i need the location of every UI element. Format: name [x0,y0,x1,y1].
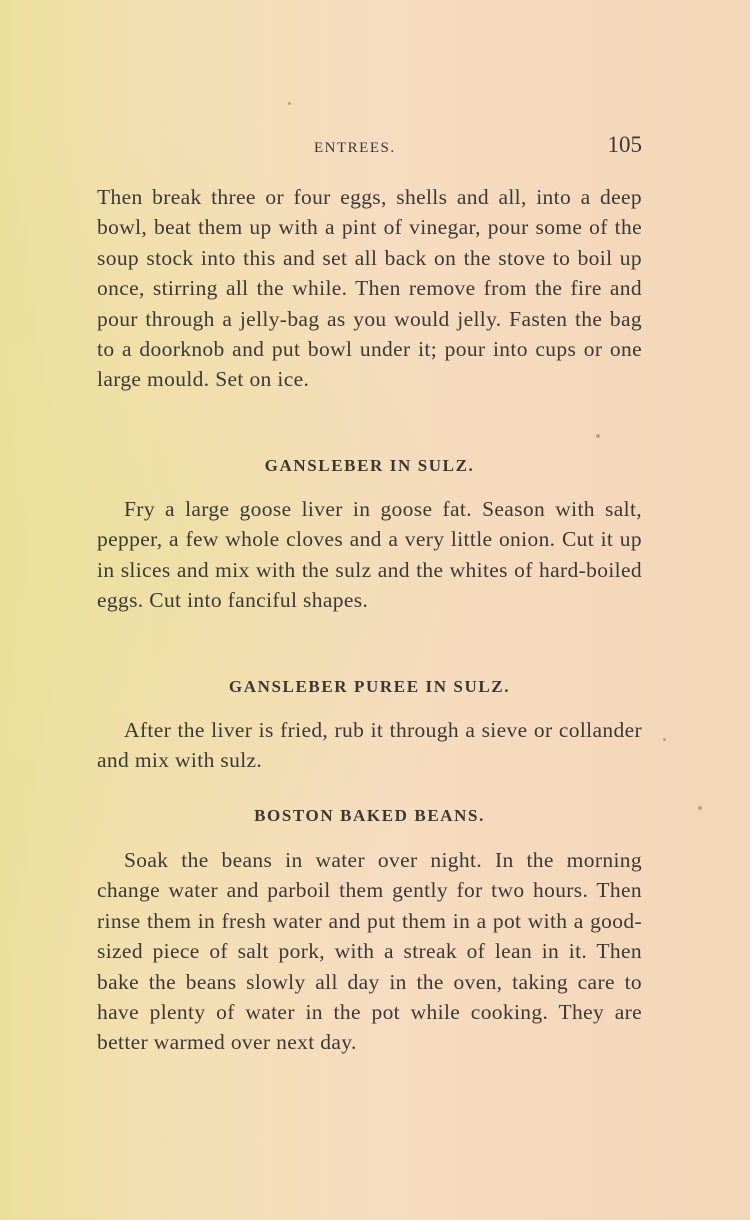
intro-paragraph: Then break three or four eggs, shells and all, into a deep bowl, beat them up with a pint of vinegar, pour some of the soup stock into this and set all back on the stove to boil up once, stirring all the while. Then remove from the fire and pour through a jelly-bag as you would jelly. Fasten the bag to a doorknob and put bowl under it; pour into cups or one large mould. Set on ice. [97,185,642,392]
running-head: ENTREES. [314,140,396,156]
paper-speck [698,806,702,810]
paper-speck [663,738,666,741]
paper-speck [596,434,600,438]
page-number: 105 [607,132,642,157]
section-body-gansleber-in-sulz: Fry a large goose liver in goose fat. Season with salt, pepper, a few whole cloves and a very little onion. Cut it up in slices and mix with the sulz and the whites of hard-boiled eggs. Cut into fanciful shapes. [97,497,642,613]
paper-speck [288,102,291,105]
page-header [96,132,642,162]
section-body-boston-baked-beans: Soak the beans in water over night. In the morning change water and parboil them gently for two hours. Then rinse them in fresh water and put them in a pot with a good-sized piece of salt pork, with a streak of lean in it. Then bake the beans slowly all day in the oven, taking care to have plenty of water in the pot while cooking. They are better warmed over next day. [97,848,642,1055]
section-body-gansleber-puree: After the liver is fried, rub it through a sieve or collander and mix with sulz. [97,718,642,773]
section-title-gansleber-puree: GANSLEBER PUREE IN SULZ. [228,677,511,696]
section-title-gansleber-in-sulz: GANSLEBER IN SULZ. [264,456,475,475]
section-title-boston-baked-beans: BOSTON BAKED BEANS. [254,806,485,825]
